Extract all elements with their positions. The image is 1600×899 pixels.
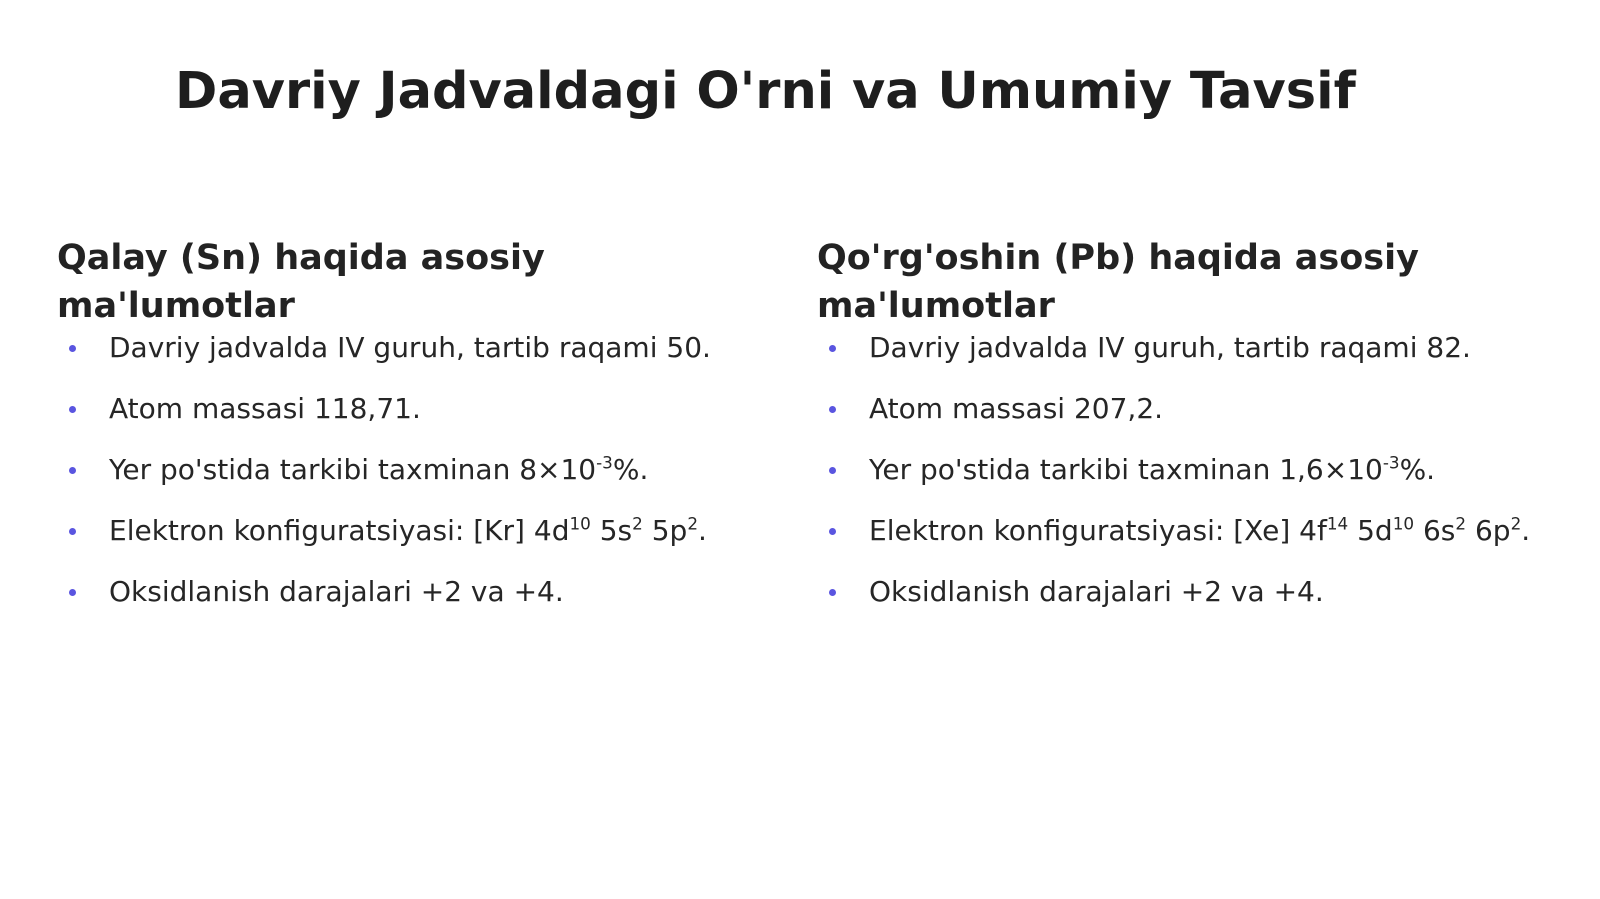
bullet-dot-icon <box>829 467 836 474</box>
bullet-dot-icon <box>829 528 836 535</box>
bullet-dot-icon <box>69 528 76 535</box>
tin-mass-text: Atom massasi 118,71. <box>109 392 421 425</box>
tin-config-text: Elektron konfiguratsiyasi: [Kr] $4d^{10}$ $5s^2$ $5p^2$. <box>109 513 707 547</box>
lead-mass-text: Atom massasi 207,2. <box>869 392 1164 425</box>
tin-abundance-text: Yer po'stida tarkibi taxminan $8\times 10^{-3}\%$. <box>109 452 649 486</box>
lead-group-text: Davriy jadvalda IV guruh, tartib raqami 82. <box>869 331 1471 364</box>
lead-facts-list <box>817 330 1530 635</box>
list-item <box>57 452 711 513</box>
bullet-dot-icon <box>69 467 76 474</box>
list-item <box>57 330 711 391</box>
tin-facts-list <box>57 330 711 635</box>
bullet-dot-icon <box>829 345 836 352</box>
lead-oxidation-text: Oksidlanish darajalari +2 va +4. <box>869 575 1324 608</box>
list-item <box>57 513 711 574</box>
list-item <box>57 574 711 635</box>
bullet-dot-icon <box>69 345 76 352</box>
slide-title: Davriy Jadvaldagi O'rni va Umumiy Tavsif <box>175 62 1356 121</box>
tin-group-text: Davriy jadvalda IV guruh, tartib raqami 50. <box>109 331 711 364</box>
bullet-dot-icon <box>69 406 76 413</box>
tin-oxidation-text: Oksidlanish darajalari +2 va +4. <box>109 575 564 608</box>
list-item <box>57 391 711 452</box>
bullet-dot-icon <box>829 406 836 413</box>
bullet-dot-icon <box>69 589 76 596</box>
list-item <box>817 391 1530 452</box>
tin-heading: Qalay (Sn) haqida asosiy ma'lumotlar <box>57 238 545 326</box>
lead-config-text: Elektron konfiguratsiyasi: [Xe] $4f^{14}$ $5d^{10}$ $6s^2$ $6p^2$. <box>869 513 1531 547</box>
lead-heading: Qo'rg'oshin (Pb) haqida asosiy ma'lumotlar <box>817 238 1419 326</box>
lead-abundance-text: Yer po'stida tarkibi taxminan $1,6\times 10^{-3}\%$. <box>869 452 1436 486</box>
bullet-dot-icon <box>829 589 836 596</box>
list-item <box>817 452 1530 513</box>
list-item <box>817 574 1530 635</box>
list-item <box>817 513 1530 574</box>
list-item <box>817 330 1530 391</box>
